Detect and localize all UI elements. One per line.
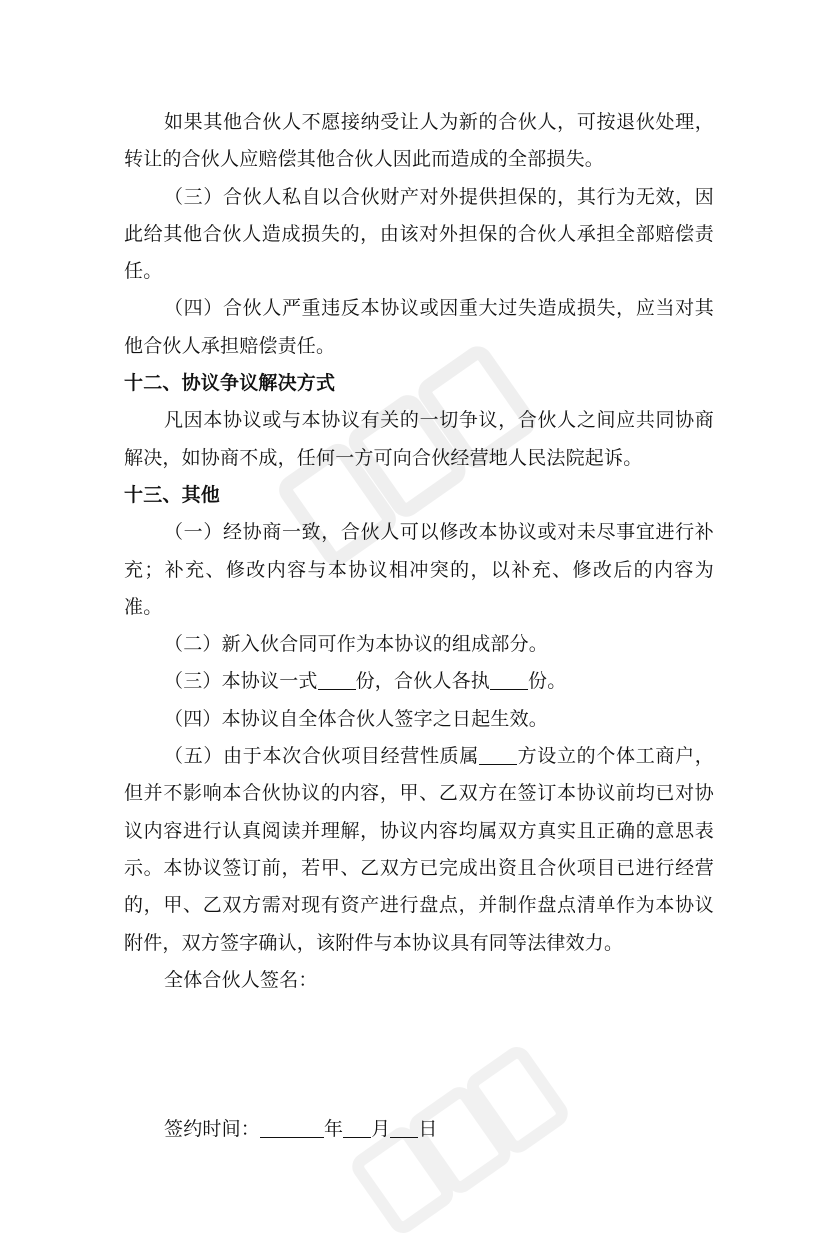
signing-date-line <box>124 1111 714 1148</box>
month-label: 月 <box>371 1118 391 1141</box>
day-label: 日 <box>418 1118 438 1141</box>
clause-3-copies <box>124 663 714 700</box>
copies-total-blank <box>318 670 356 690</box>
clause-2-new-partner: （二）新入伙合同可作为本协议的组成部分。 <box>164 633 549 656</box>
copies-text-c: 份。 <box>528 670 567 693</box>
business-text-a: （五）由于本次合伙项目经营性质属 <box>164 745 480 768</box>
business-party-blank <box>479 745 517 765</box>
section-13-heading: 十三、其他 <box>124 483 221 506</box>
business-text-b: 方设立的个体工商户，但并不影响本合伙协议的内容，甲、乙双方在签订本协议前均已对协议内容进行认真阅读并理解，协议内容均属双方真实且正确的意思表示。本协议签订前，若甲、乙双方已完成出资且合伙项目已进行经营的，甲、乙双方需对现有资产进行盘点，并制作盘点清单作为本协议附件，双方签字确认，该附件与本协议具有同等法律效力。 <box>124 745 714 954</box>
date-label: 签约时间： <box>164 1118 261 1141</box>
signature-label: 全体合伙人签名： <box>164 968 318 991</box>
contract-text <box>124 104 714 1148</box>
copies-each-blank <box>490 670 528 690</box>
signature-area <box>124 999 714 1111</box>
year-label: 年 <box>324 1118 344 1141</box>
clause-3-guarantee: （三）合伙人私自以合伙财产对外提供担保的，其行为无效，因此给其他合伙人造成损失的，由该对外担保的合伙人承担全部赔偿责任。 <box>124 185 714 283</box>
copies-text-a: （三）本协议一式 <box>164 670 318 693</box>
clause-4-effective: （四）本协议自全体合伙人签字之日起生效。 <box>164 707 549 730</box>
clause-5-business-nature <box>124 738 714 962</box>
year-blank <box>260 1118 324 1138</box>
clause-1-amendment: （一）经协商一致，合伙人可以修改本协议或对未尽事宜进行补充；补充、修改内容与本协议相冲突的，以补充、修改后的内容为准。 <box>124 521 714 618</box>
dispute-resolution-paragraph: 凡因本协议或与本协议有关的一切争议，合伙人之间应共同协商解决，如协商不成，任何一方可向合伙经营地人民法院起诉。 <box>124 409 714 469</box>
month-blank <box>343 1118 371 1138</box>
section-12-heading: 十二、协议争议解决方式 <box>124 372 336 395</box>
clause-4-liability: （四）合伙人严重违反本协议或因重大过失造成损失，应当对其他合伙人承担赔偿责任。 <box>124 297 714 357</box>
day-blank <box>390 1118 418 1138</box>
copies-text-b: 份，合伙人各执 <box>355 670 491 693</box>
paragraph-transfer: 如果其他合伙人不愿接纳受让人为新的合伙人，可按退伙处理，转让的合伙人应赔偿其他合伙人因此而造成的全部损失。 <box>124 111 714 171</box>
